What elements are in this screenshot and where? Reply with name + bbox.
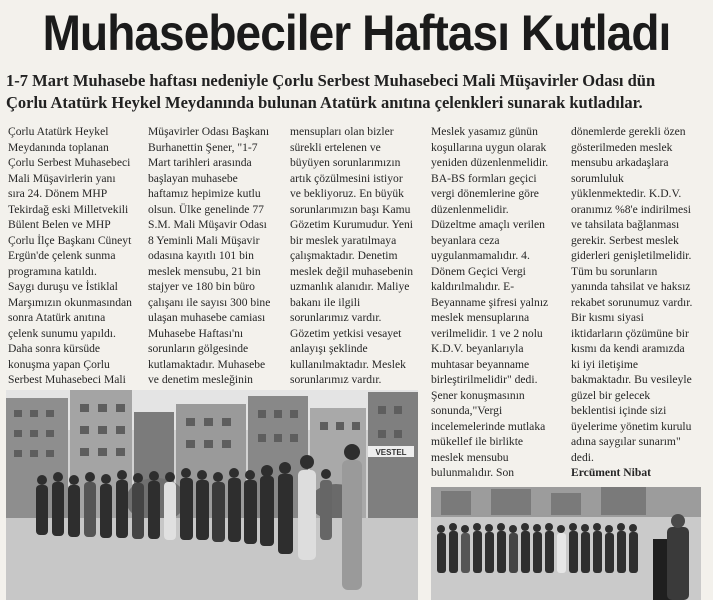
text-line: sürekli ertelenen ve	[290, 140, 381, 154]
ceremony-photo-illustration	[6, 390, 418, 600]
text-line: Gözetim Kurumudur. Yeni	[290, 218, 414, 231]
text-line: bir meslek yaratılmaya	[290, 233, 397, 247]
text-line: anlayışı şeklinde	[290, 342, 368, 355]
text-line: bakanı ile ilgili	[290, 295, 361, 309]
text-line: iktidarların çözümüne bir	[571, 326, 689, 340]
text-line: ki iyi iletişime	[571, 357, 638, 371]
text-line: 8 Yeminli Mali Müşavir	[148, 233, 260, 247]
text-line: Meslek yasamız günün	[431, 125, 538, 138]
text-line: Bir kısmı siyasi	[571, 311, 644, 324]
text-line: mükellef ile birlikte	[431, 435, 524, 448]
text-line: Gözetim yetkisi vesayet	[290, 326, 402, 340]
text-line: uygulanmamalıdır. 4.	[431, 249, 530, 262]
text-line: ulaşan muhasebe camiası	[148, 311, 266, 324]
text-line: dönemlerde gerekli özen	[571, 125, 686, 138]
text-line: haftamız hepimize kutlu	[148, 187, 261, 200]
text-line: ve tahsilata bağlanması	[571, 218, 680, 231]
text-line: sıra 24. Dönem MHP	[8, 187, 108, 200]
text-line: yeniden düzenlenmelidir.	[431, 156, 549, 169]
text-line: bulunmalıdır. Son	[431, 466, 515, 479]
article-column-1	[8, 124, 140, 388]
article-column-4	[431, 124, 563, 481]
text-line: çelenk sunumu yapıldı.	[8, 326, 116, 340]
text-line: verilmelidir. 1 ve 2 nolu	[431, 326, 543, 340]
podium-photo-illustration	[431, 487, 701, 600]
text-line: adına saygılar sunarım"	[571, 435, 681, 448]
text-line: muhtasar beyanname	[431, 357, 530, 371]
text-line: S.M. Mali Müşavir Odası	[148, 218, 267, 231]
text-line: Burhanettin Şener, "1-7	[148, 140, 258, 154]
ceremony-photo-main	[6, 390, 418, 600]
article-column-2	[148, 124, 280, 388]
subheadline-line: Çorlu Atatürk Heykel Meydanında bulunan Atatürk anıtına çelenkleri sunarak kutladılar.	[6, 93, 643, 112]
text-line: koşullarına uygun olarak	[431, 140, 547, 154]
text-line: incelemelerinde mutlaka	[431, 419, 546, 433]
text-line: yanında tahsilat ve haksız	[571, 280, 691, 293]
text-line: sonunda,"Vergi	[431, 404, 503, 417]
text-line: sonra Atatürk anıtına	[8, 311, 106, 324]
article-column-5	[571, 124, 706, 481]
text-line: Mart tarihleri arasında	[148, 156, 252, 169]
text-line: kaldırılmalıdır. E-	[431, 280, 515, 293]
text-line: artık çözülmesini istiyor	[290, 171, 403, 185]
text-line: Tekirdağ eski Milletvekili	[8, 202, 129, 216]
text-line: olsun. Ülke genelinde 77	[148, 202, 264, 216]
text-line: çalışmaktadır. Denetim	[290, 249, 398, 262]
text-line: Meydanında toplanan	[8, 140, 109, 154]
text-line: birleştirilmelidir" dedi.	[431, 373, 538, 386]
text-line: Beyanname şifresi yalnız	[431, 295, 549, 309]
text-line: sorunların gölgesinde	[148, 342, 249, 355]
text-line: Şener konuşmasının	[431, 388, 525, 402]
text-line: sorumluluk	[571, 171, 624, 185]
text-line: beklentisi içinde sizi	[571, 404, 667, 417]
subheadline-line: 1-7 Mart Muhasebe haftası nedeniyle Çorlu Serbest Muhasebeci Mali Müşavirler Odası dün	[6, 71, 656, 90]
author-signature: Ercüment Nibat	[571, 466, 651, 479]
text-line: giderleri genişletilmelidir.	[571, 249, 692, 262]
text-line: K.D.V. beyanlarıyla	[431, 342, 524, 355]
text-line: bakmaktadır. Bu vesileyle	[571, 373, 692, 386]
text-line: kullanılmaktadır. Meslek	[290, 357, 406, 371]
text-line: beyanlara ceza	[431, 233, 500, 247]
ceremony-photo-secondary	[431, 487, 701, 600]
text-line: meslek değil muhasebenin	[290, 264, 413, 278]
text-line: gerekir. Serbest meslek	[571, 233, 679, 247]
text-line: programına katıldı.	[8, 264, 97, 278]
text-line: Bülent Belen ve MHP	[8, 218, 111, 231]
text-line: meslek mensubu	[431, 450, 509, 464]
article-headline: Muhasebeciler Haftası Kutladı	[42, 5, 671, 61]
text-line: düzenlenmelidir.	[431, 202, 509, 216]
text-line: ve denetim mesleğinin	[148, 373, 253, 386]
text-line: üyelerime yönetim kurulu	[571, 419, 692, 433]
text-line: gösterilmeden meslek	[571, 140, 673, 154]
article-subheadline	[6, 70, 708, 114]
text-line: meslek mensubu, 21 bin	[148, 264, 261, 278]
text-line: konuşma yapan Çorlu	[8, 357, 110, 371]
text-line: güzel bir gelecek	[571, 388, 651, 402]
text-line: mensubu arkadaşlara	[571, 156, 669, 169]
text-line: büyüyen sorunlarımızın	[290, 156, 401, 169]
text-line: kısmı da kendi aramızda	[571, 342, 685, 355]
text-line: oranımız %8'e indirilmesi	[571, 202, 691, 216]
text-line: başlayan muhasebe	[148, 171, 238, 185]
text-line: meslek mensuplarına	[431, 311, 530, 324]
text-line: Dönem Geçici Vergi	[431, 264, 526, 278]
text-line: Müşavirler Odası Başkanı	[148, 125, 270, 138]
text-line: çalışanı ile sayısı 300 bine	[148, 295, 271, 309]
text-line: Çorlu Serbest Muhasebeci	[8, 156, 131, 169]
text-line: sorunlarımızın başı Kamu	[290, 202, 411, 216]
shop-sign-text: VESTEL	[375, 448, 407, 457]
text-line: ve bekliyoruz. En büyük	[290, 187, 404, 200]
text-line: uzmanlık alanıdır. Maliye	[290, 280, 410, 293]
text-line: yüklenmektedir. K.D.V.	[571, 187, 682, 200]
text-line: Muhasebe Haftası'nı	[148, 326, 244, 340]
text-line: sorunlarımız vardır.	[290, 311, 382, 324]
text-line: mensupları olan bizler	[290, 125, 394, 138]
text-line: Marşımızın okunmasından	[8, 295, 132, 309]
text-line: Çorlu İlçe Başkanı Cüneyt	[8, 233, 132, 247]
text-line: Çorlu Atatürk Heykel	[8, 125, 109, 138]
text-line: kutlamaktadır. Muhasebe	[148, 357, 266, 371]
text-line: Serbest Muhasebeci Mali	[8, 373, 126, 386]
text-line: sorunlarımız vardır.	[290, 373, 382, 386]
text-line: rekabet sorunumuz vardır.	[571, 295, 693, 309]
text-line: stajyer ve 180 bin büro	[148, 280, 255, 293]
text-line: Tüm bu sorunların	[571, 264, 658, 278]
text-line: Düzeltme amaçlı verilen	[431, 218, 545, 231]
text-line: BA-BS formları geçici	[431, 171, 537, 185]
text-line: Saygı duruşu ve İstiklal	[8, 280, 118, 293]
text-line: dedi.	[571, 450, 594, 464]
text-line: Ergün'de çelenk sunma	[8, 249, 116, 262]
text-line: Mali Müşavirlerin yanı	[8, 171, 116, 185]
article-column-3	[290, 124, 422, 388]
text-line: vergi dönemlerine göre	[431, 187, 539, 200]
text-line: odasına kayıtlı 101 bin	[148, 249, 254, 262]
text-line: Daha sonra kürsüde	[8, 342, 101, 355]
